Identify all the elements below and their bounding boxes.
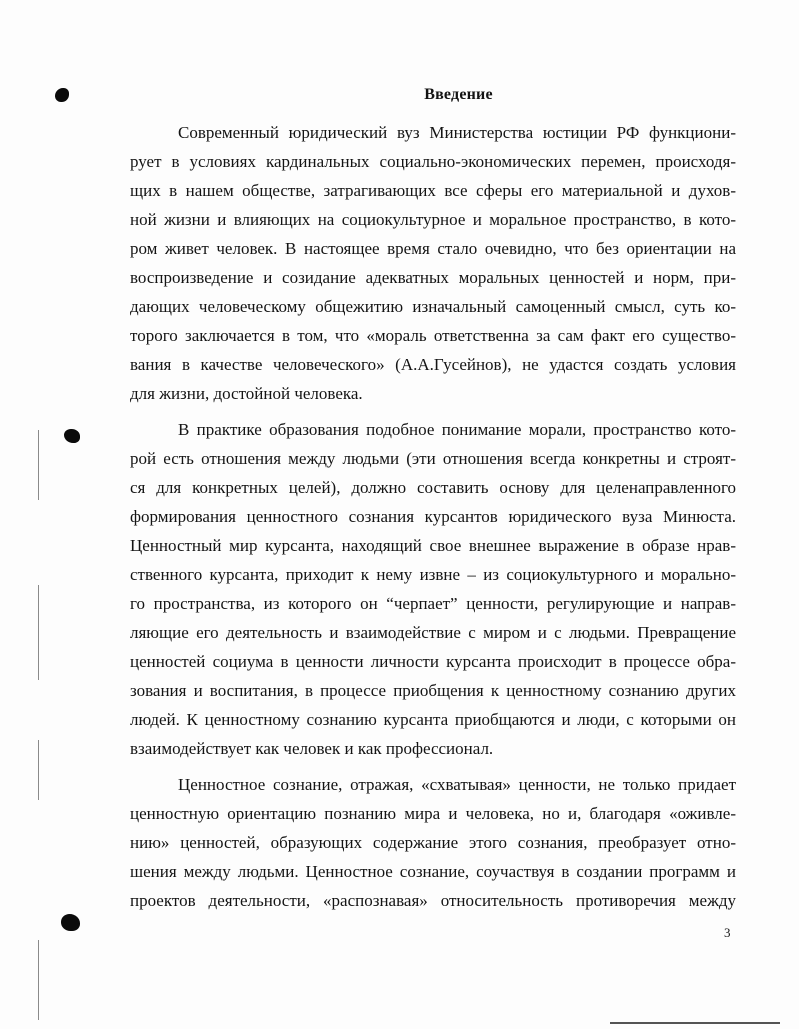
- text-line: ляющие его деятельность и взаимодействие с миром и с людьми. Превращение: [130, 623, 736, 642]
- text-line: взаимодействует как человек и как профессионал.: [130, 739, 494, 758]
- text-line: рой есть отношения между людьми (эти отношения всегда конкретны и строят-: [130, 449, 736, 468]
- text-line: ной жизни и влияющих на социокультурное и моральное пространство, в кото-: [130, 210, 736, 229]
- text-line: людей. К ценностному сознанию курсанта приобщаются и люди, с которыми он: [130, 710, 736, 729]
- text-line: ся для конкретных целей), должно составить основу для целенаправленного: [130, 478, 736, 497]
- scan-artifact: [38, 740, 39, 800]
- text-line: зования и воспитания, в процессе приобщения к ценностному сознанию других: [130, 681, 736, 700]
- text-line: Ценностный мир курсанта, находящий свое внешнее выражение в образе нрав-: [130, 536, 736, 555]
- text-line: рует в условиях кардинальных социально-экономических перемен, происходя-: [130, 152, 736, 171]
- scan-edge: [610, 1022, 780, 1024]
- text-line: для жизни, достойной человека.: [130, 384, 363, 403]
- page-title: Введение: [424, 86, 493, 103]
- text-line: формирования ценностного сознания курсантов юридического вуза Минюста.: [130, 507, 736, 526]
- text-line: ценностную ориентацию познанию мира и человека, но и, благодаря «оживле-: [130, 804, 736, 823]
- text-line: воспроизведение и созидание адекватных моральных ценностей и норм, при-: [130, 268, 736, 287]
- scan-artifact: [38, 940, 39, 1020]
- text-line: шения между людьми. Ценностное сознание, соучаствуя в создании программ и: [130, 862, 736, 881]
- text-line: вания в качестве человеческого» (А.А.Гусейнов), не удастся создать условия: [130, 355, 736, 374]
- scan-artifact: [38, 430, 39, 500]
- text-line: В практике образования подобное понимание морали, пространство кото-: [178, 420, 736, 439]
- text-line: ценностей социума в ценности личности курсанта происходит в процессе обра-: [130, 652, 736, 671]
- text-line: го пространства, из которого он “черпает” ценности, регулирующие и направ-: [130, 594, 736, 613]
- text-line: Ценностное сознание, отражая, «схватывая» ценности, не только придает: [178, 775, 736, 794]
- page-number: 3: [724, 925, 731, 940]
- text-line: Современный юридический вуз Министерства юстиции РФ функциони-: [178, 123, 736, 142]
- text-line: торого заключается в том, что «мораль ответственна за сам факт его существо-: [130, 326, 736, 345]
- scan-artifact: [38, 585, 39, 680]
- text-line: дающих человеческому общежитию изначальный самоценный смысл, суть ко-: [130, 297, 736, 316]
- text-line: щих в нашем обществе, затрагивающих все сферы его материальной и духов-: [130, 181, 736, 200]
- text-line: ственного курсанта, приходит к нему извне – из социокультурного и морально-: [130, 565, 736, 584]
- ink-blot: [61, 914, 80, 931]
- text-line: проектов деятельности, «распознавая» относительность противоречия между: [130, 891, 736, 910]
- text-line: нию» ценностей, образующих содержание этого сознания, преобразует отно-: [130, 833, 736, 852]
- text-line: ром живет человек. В настоящее время стало очевидно, что без ориентации на: [130, 239, 736, 258]
- ink-blot: [64, 429, 80, 443]
